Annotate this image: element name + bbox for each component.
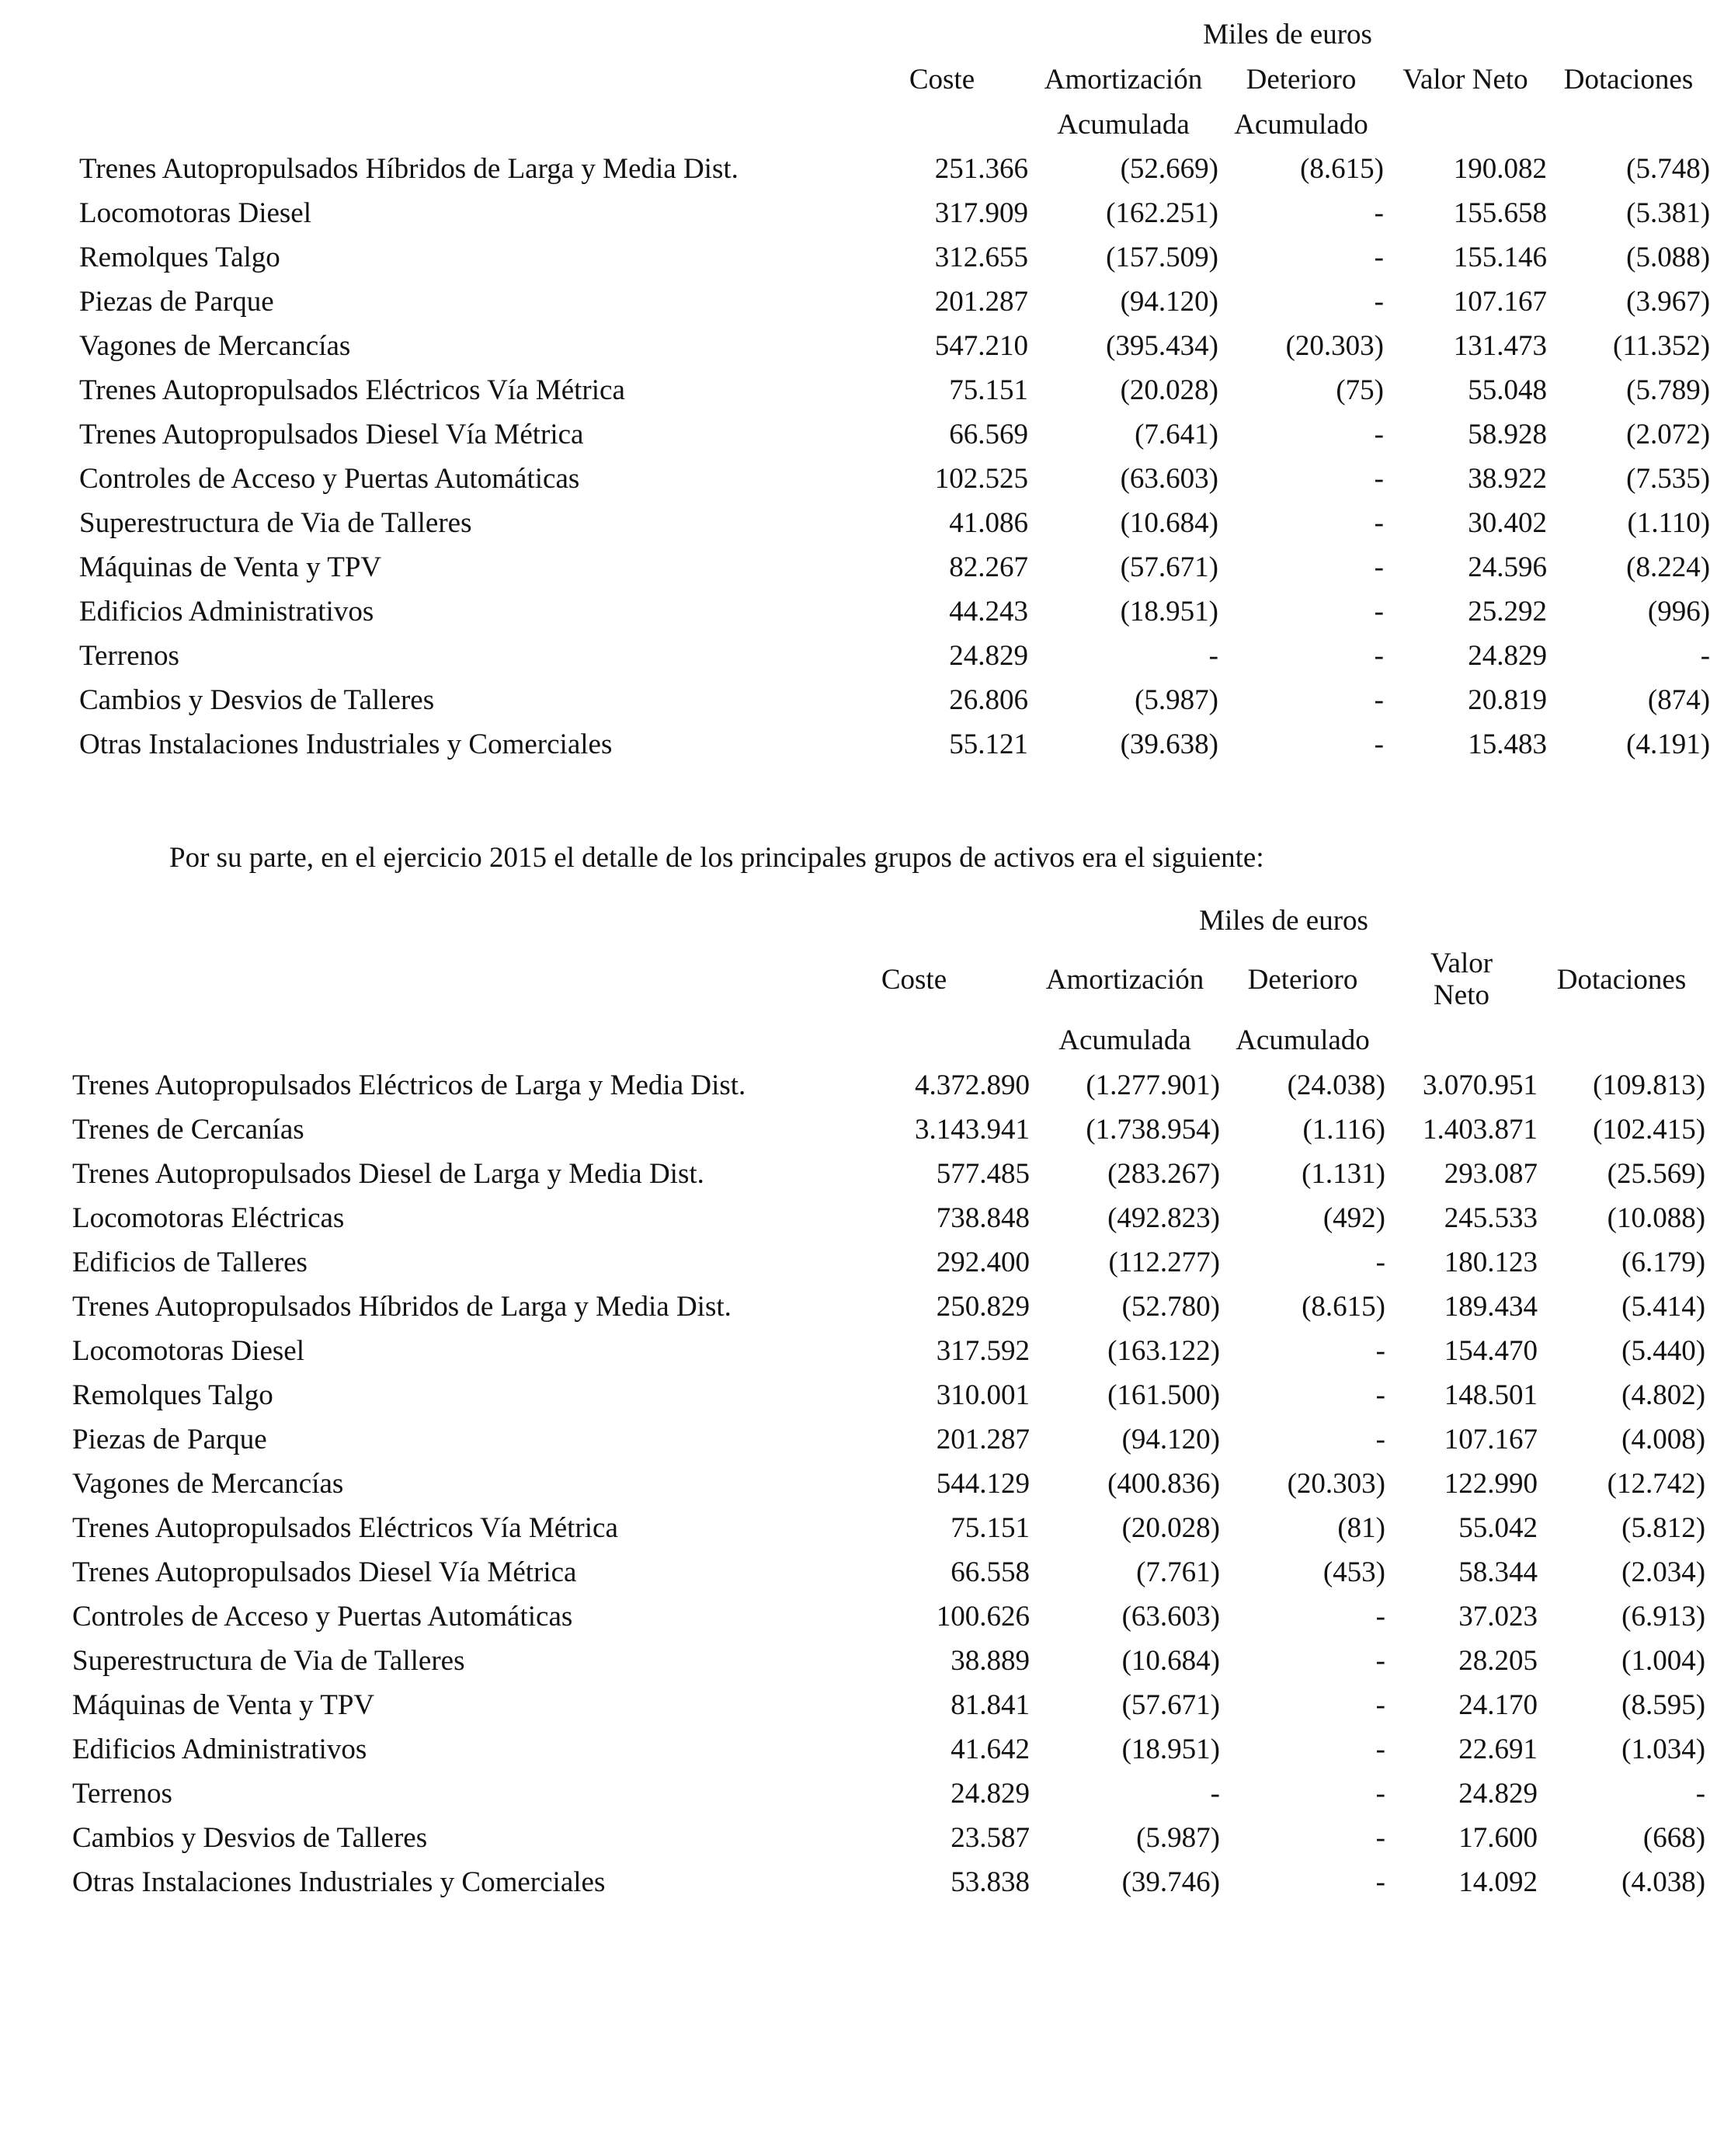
dotaciones-value: (8.595) [1621,1689,1706,1722]
dotaciones-value: (1.110) [1627,507,1710,540]
deterioro-value: - [1375,1689,1385,1722]
dotaciones-value: (25.569) [1607,1158,1706,1191]
dotaciones-value: (4.191) [1626,729,1710,761]
asset-label: Vagones de Mercancías [79,330,351,363]
valor-neto-value: 38.922 [1468,463,1548,496]
header-row-sub [79,103,1710,148]
valor-neto-value: 30.402 [1468,507,1548,540]
coste-value: 251.366 [934,153,1028,186]
amortizacion-value: (10.684) [1121,1645,1220,1678]
amortizacion-value: (20.028) [1120,374,1218,407]
header-acumulado: Acumulado [1234,108,1368,141]
table-row [79,280,1710,325]
table-row [72,1418,1705,1462]
header-valor: Valor [1430,948,1493,980]
deterioro-value: - [1375,1822,1385,1855]
deterioro-value: - [1375,1645,1385,1678]
deterioro-value: - [1375,1733,1385,1766]
valor-neto-value: 3.070.951 [1423,1069,1538,1102]
deterioro-value: - [1374,197,1384,230]
header-row-sub [72,1017,1705,1064]
dotaciones-value: (11.352) [1613,330,1710,363]
dotaciones-value: (7.535) [1626,463,1710,496]
header-dotaciones: Dotaciones [1563,63,1694,96]
deterioro-value: - [1374,551,1384,584]
deterioro-value: - [1374,729,1384,761]
valor-neto-value: 107.167 [1444,1424,1538,1456]
table-row [72,1684,1705,1728]
deterioro-value: - [1374,684,1384,717]
table-row [79,723,1710,767]
coste-value: 66.558 [951,1556,1030,1589]
unit-label: Miles de euros [1199,904,1368,937]
valor-neto-value: 245.533 [1444,1202,1538,1235]
header-row-unit [72,899,1705,943]
coste-value: 310.001 [936,1379,1030,1412]
asset-label: Otras Instalaciones Industriales y Comerciales [72,1866,606,1899]
deterioro-value: (8.615) [1302,1291,1385,1323]
coste-value: 26.806 [949,684,1028,717]
coste-value: 4.372.890 [915,1069,1030,1102]
amortizacion-value: (57.671) [1120,551,1218,584]
asset-label: Vagones de Mercancías [72,1468,344,1501]
valor-neto-value: 155.658 [1453,197,1548,230]
valor-neto-value: 15.483 [1468,729,1548,761]
table-row [72,1861,1705,1905]
deterioro-value: - [1375,1247,1385,1279]
dotaciones-value: (6.179) [1621,1247,1706,1279]
header-neto: Neto [1434,979,1489,1011]
asset-label: Trenes Autopropulsados Diesel Vía Métrica [79,419,584,451]
header-coste: Coste [909,63,975,96]
amortizacion-value: (94.120) [1121,1424,1220,1456]
amortizacion-value: (283.267) [1107,1158,1220,1191]
valor-neto-value: 1.403.871 [1423,1114,1538,1146]
coste-value: 544.129 [936,1468,1030,1501]
valor-neto-value: 24.829 [1458,1778,1538,1810]
asset-table-2016 [79,12,1710,767]
deterioro-value: - [1375,1778,1385,1810]
amortizacion-value: (395.434) [1106,330,1218,363]
table-row [79,635,1710,679]
valor-neto-value: 20.819 [1468,684,1548,717]
amortizacion-value: (161.500) [1107,1379,1220,1412]
deterioro-value: - [1375,1424,1385,1456]
amortizacion-value: - [1210,1778,1220,1810]
asset-label: Controles de Acceso y Puertas Automáticas [79,463,580,496]
dotaciones-value: (5.414) [1621,1291,1706,1323]
coste-value: 547.210 [934,330,1028,363]
valor-neto-value: 24.596 [1468,551,1548,584]
table-row [72,1241,1705,1285]
amortizacion-value: (162.251) [1106,197,1218,230]
coste-value: 82.267 [949,551,1028,584]
coste-value: 292.400 [936,1247,1030,1279]
table-row [72,1064,1705,1108]
amortizacion-value: (18.951) [1121,1733,1220,1766]
coste-value: 577.485 [936,1158,1030,1191]
dotaciones-value: (1.034) [1621,1733,1706,1766]
amortizacion-value: (112.277) [1108,1247,1220,1279]
valor-neto-value: 25.292 [1468,596,1548,628]
deterioro-value: - [1374,419,1384,451]
valor-neto-value: 24.170 [1458,1689,1538,1722]
coste-value: 41.086 [949,507,1028,540]
asset-label: Remolques Talgo [72,1379,273,1412]
asset-label: Trenes Autopropulsados Híbridos de Larga y Media Dist. [79,153,739,186]
asset-label: Superestructura de Via de Talleres [72,1645,465,1678]
table-row [72,1772,1705,1817]
table-row [72,1153,1705,1197]
deterioro-value: (24.038) [1287,1069,1385,1102]
amortizacion-value: (7.761) [1136,1556,1220,1589]
coste-value: 312.655 [934,242,1028,274]
valor-neto-value: 190.082 [1453,153,1548,186]
table-row [79,679,1710,723]
asset-label: Edificios Administrativos [79,596,374,628]
asset-label: Máquinas de Venta y TPV [72,1689,375,1722]
coste-value: 55.121 [949,729,1028,761]
valor-neto-value: 154.470 [1444,1335,1538,1368]
coste-value: 201.287 [936,1424,1030,1456]
table-row [79,502,1710,546]
table-row [72,1374,1705,1418]
dotaciones-value: (5.812) [1621,1512,1706,1545]
header-dotaciones: Dotaciones [1556,963,1687,996]
table-row [72,1817,1705,1861]
table-row [79,148,1710,192]
valor-neto-value: 28.205 [1458,1645,1538,1678]
asset-table-2015 [72,899,1705,1905]
coste-value: 75.151 [949,374,1028,407]
dotaciones-value: (5.440) [1621,1335,1706,1368]
table-row [72,1197,1705,1241]
table-row [79,546,1710,590]
amortizacion-value: (5.987) [1135,684,1218,717]
asset-label: Máquinas de Venta y TPV [79,551,382,584]
valor-neto-value: 180.123 [1444,1247,1538,1279]
dotaciones-value: (5.789) [1626,374,1710,407]
valor-neto-value: 37.023 [1458,1601,1538,1633]
amortizacion-value: (492.823) [1107,1202,1220,1235]
deterioro-value: - [1375,1335,1385,1368]
dotaciones-value: (996) [1647,596,1710,628]
coste-value: 250.829 [936,1291,1030,1323]
amortizacion-value: (18.951) [1120,596,1218,628]
deterioro-value: - [1375,1866,1385,1899]
dotaciones-value: (668) [1642,1822,1706,1855]
valor-neto-value: 148.501 [1444,1379,1538,1412]
valor-neto-value: 24.829 [1468,640,1548,673]
amortizacion-value: (1.277.901) [1086,1069,1220,1102]
dotaciones-value: (12.742) [1607,1468,1706,1501]
coste-value: 24.829 [949,640,1028,673]
deterioro-value: - [1375,1601,1385,1633]
coste-value: 41.642 [951,1733,1030,1766]
coste-value: 201.287 [934,286,1028,318]
asset-label: Locomotoras Diesel [72,1335,304,1368]
coste-value: 100.626 [936,1601,1030,1633]
valor-neto-value: 131.473 [1453,330,1548,363]
deterioro-value: (75) [1336,374,1384,407]
table-row [72,1285,1705,1330]
deterioro-value: (20.303) [1287,1468,1385,1501]
dotaciones-value: (4.802) [1621,1379,1706,1412]
valor-neto-value: 22.691 [1458,1733,1538,1766]
amortizacion-value: (52.669) [1120,153,1218,186]
amortizacion-value: (7.641) [1135,419,1218,451]
valor-neto-value: 107.167 [1453,286,1548,318]
dotaciones-value: - [1700,640,1710,673]
header-valor-neto [1385,943,1538,1017]
dotaciones-value: (1.004) [1621,1645,1706,1678]
valor-neto-value: 55.048 [1468,374,1548,407]
amortizacion-value: (157.509) [1106,242,1218,274]
table-row [72,1728,1705,1772]
dotaciones-value: (109.813) [1593,1069,1706,1102]
deterioro-value: - [1374,463,1384,496]
amortizacion-value: (400.836) [1107,1468,1220,1501]
asset-label: Otras Instalaciones Industriales y Comerciales [79,729,613,761]
asset-label: Trenes Autopropulsados Eléctricos Vía Métrica [79,374,625,407]
table-row [72,1640,1705,1684]
dotaciones-value: (4.038) [1621,1866,1706,1899]
deterioro-value: (453) [1322,1556,1385,1589]
dotaciones-value: (10.088) [1607,1202,1706,1235]
coste-value: 81.841 [951,1689,1030,1722]
dotaciones-value: (5.381) [1626,197,1710,230]
table-row [79,457,1710,502]
coste-value: 102.525 [934,463,1028,496]
table-row [72,1551,1705,1595]
deterioro-value: (1.131) [1302,1158,1385,1191]
valor-neto-value: 55.042 [1458,1512,1538,1545]
asset-label: Edificios Administrativos [72,1733,367,1766]
table-row [72,1507,1705,1551]
deterioro-value: (20.303) [1285,330,1384,363]
coste-value: 75.151 [951,1512,1030,1545]
amortizacion-value: (39.638) [1120,729,1218,761]
coste-value: 3.143.941 [915,1114,1030,1146]
table-row [72,1462,1705,1507]
asset-label: Controles de Acceso y Puertas Automáticas [72,1601,573,1633]
amortizacion-value: (63.603) [1121,1601,1220,1633]
table-row [79,236,1710,280]
asset-label: Cambios y Desvios de Talleres [79,684,435,717]
deterioro-value: - [1374,242,1384,274]
header-row-main [72,943,1705,1017]
header-amortizacion: Amortización [1045,963,1204,996]
header-coste: Coste [881,963,947,996]
amortizacion-value: (39.746) [1121,1866,1220,1899]
asset-label: Terrenos [79,640,179,673]
deterioro-value: (1.116) [1302,1114,1385,1146]
header-row-unit [79,12,1710,57]
coste-value: 53.838 [951,1866,1030,1899]
amortizacion-value: (63.603) [1120,463,1218,496]
deterioro-value: - [1374,640,1384,673]
asset-label: Piezas de Parque [72,1424,267,1456]
asset-label: Remolques Talgo [79,242,280,274]
asset-label: Piezas de Parque [79,286,274,318]
amortizacion-value: (52.780) [1121,1291,1220,1323]
valor-neto-value: 58.344 [1458,1556,1538,1589]
asset-label: Superestructura de Via de Talleres [79,507,472,540]
table-row [79,413,1710,457]
asset-label: Cambios y Desvios de Talleres [72,1822,428,1855]
asset-label: Trenes Autopropulsados Eléctricos Vía Métrica [72,1512,618,1545]
asset-label: Edificios de Talleres [72,1247,308,1279]
asset-label: Locomotoras Diesel [79,197,311,230]
asset-label: Trenes Autopropulsados Híbridos de Larga y Media Dist. [72,1291,732,1323]
valor-neto-value: 17.600 [1458,1822,1538,1855]
asset-label: Trenes Autopropulsados Eléctricos de Larga y Media Dist. [72,1069,746,1102]
valor-neto-value: 58.928 [1468,419,1548,451]
asset-label: Trenes Autopropulsados Diesel de Larga y Media Dist. [72,1158,704,1191]
amortizacion-value: (20.028) [1121,1512,1220,1545]
valor-neto-value: 155.146 [1453,242,1548,274]
table-row [79,369,1710,413]
deterioro-value: (492) [1322,1202,1385,1235]
dotaciones-value: (2.034) [1621,1556,1706,1589]
dotaciones-value: (5.088) [1626,242,1710,274]
asset-label: Locomotoras Eléctricas [72,1202,345,1235]
deterioro-value: (8.615) [1300,153,1384,186]
intro-paragraph: Por su parte, en el ejercicio 2015 el detalle de los principales grupos de activos era el siguiente: [169,842,1264,874]
header-deterioro: Deterioro [1246,63,1357,96]
deterioro-value: (81) [1337,1512,1385,1545]
dotaciones-value: - [1695,1778,1706,1810]
valor-neto-value: 14.092 [1458,1866,1538,1899]
header-acumulado: Acumulado [1236,1024,1370,1056]
dotaciones-value: (4.008) [1621,1424,1706,1456]
coste-value: 317.909 [934,197,1028,230]
asset-label: Terrenos [72,1778,172,1810]
coste-value: 317.592 [936,1335,1030,1368]
amortizacion-value: (163.122) [1107,1335,1220,1368]
valor-neto-value: 189.434 [1444,1291,1538,1323]
header-valor-neto: Valor Neto [1402,63,1528,96]
amortizacion-value: (10.684) [1120,507,1218,540]
deterioro-value: - [1374,286,1384,318]
dotaciones-value: (6.913) [1621,1601,1706,1633]
dotaciones-value: (102.415) [1593,1114,1706,1146]
header-row-main [79,57,1710,103]
coste-value: 66.569 [949,419,1028,451]
deterioro-value: - [1374,596,1384,628]
dotaciones-value: (5.748) [1626,153,1710,186]
valor-neto-value: 122.990 [1444,1468,1538,1501]
dotaciones-value: (2.072) [1626,419,1710,451]
coste-value: 24.829 [951,1778,1030,1810]
coste-value: 738.848 [936,1202,1030,1235]
dotaciones-value: (8.224) [1626,551,1710,584]
coste-value: 23.587 [951,1822,1030,1855]
deterioro-value: - [1375,1379,1385,1412]
asset-label: Trenes de Cercanías [72,1114,304,1146]
header-deterioro: Deterioro [1247,963,1358,996]
table-row [79,325,1710,369]
header-acumulada: Acumulada [1057,108,1190,141]
table-row [72,1595,1705,1640]
asset-label: Trenes Autopropulsados Diesel Vía Métrica [72,1556,577,1589]
header-amortizacion: Amortización [1044,63,1203,96]
header-acumulada: Acumulada [1058,1024,1191,1056]
table-row [79,192,1710,236]
amortizacion-value: (1.738.954) [1086,1114,1220,1146]
table-row [72,1330,1705,1374]
table-row [72,1108,1705,1153]
amortizacion-value: (5.987) [1136,1822,1220,1855]
dotaciones-value: (3.967) [1626,286,1710,318]
dotaciones-value: (874) [1647,684,1710,717]
amortizacion-value: (57.671) [1121,1689,1220,1722]
deterioro-value: - [1374,507,1384,540]
amortizacion-value: - [1208,640,1218,673]
amortizacion-value: (94.120) [1120,286,1218,318]
coste-value: 44.243 [949,596,1028,628]
coste-value: 38.889 [951,1645,1030,1678]
table-row [79,590,1710,635]
valor-neto-value: 293.087 [1444,1158,1538,1191]
unit-label: Miles de euros [1203,18,1372,50]
